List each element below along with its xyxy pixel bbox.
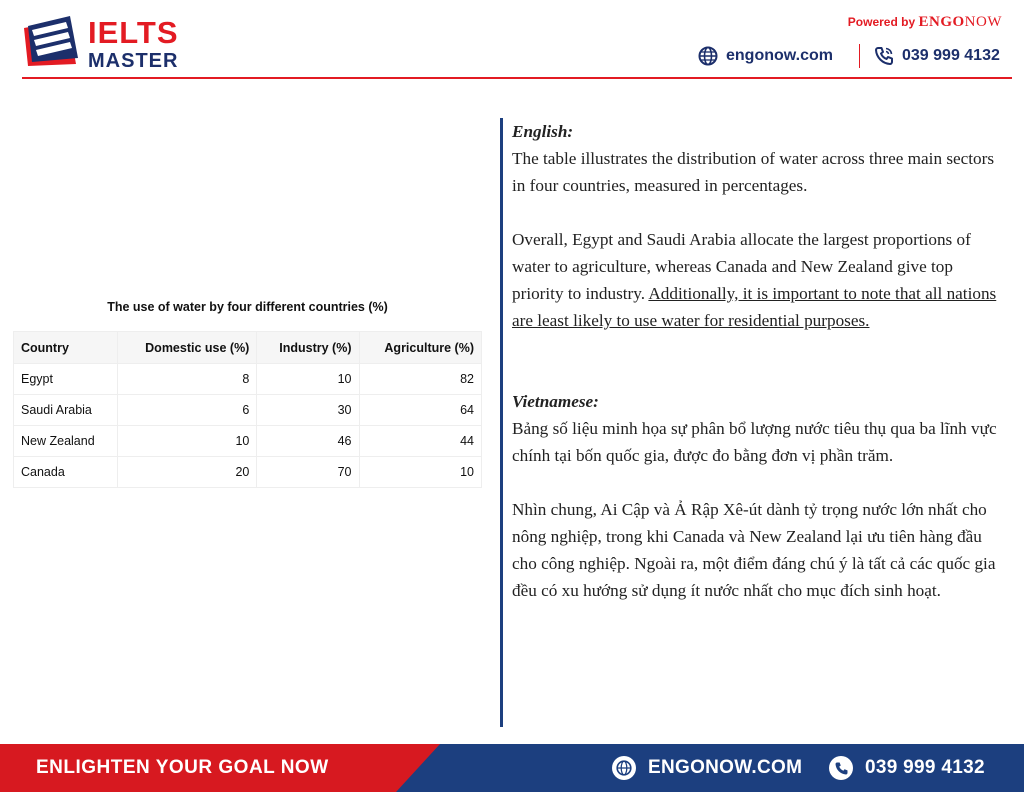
- footer-slogan: ENLIGHTEN YOUR GOAL NOW: [36, 757, 329, 778]
- table-header-row: [14, 332, 482, 364]
- cell-country: Saudi Arabia: [14, 395, 118, 426]
- cell-domestic: 10: [117, 426, 257, 457]
- cell-agriculture: 82: [359, 364, 482, 395]
- english-overview-text: Overall, Egypt and Saudi Arabia allocate the largest proportions of water to agriculture, whereas Canada and New Zealand give top priority to industry.: [512, 230, 971, 303]
- cell-domestic: 8: [117, 364, 257, 395]
- footer-phone-text: 039 999 4132: [865, 757, 985, 778]
- col-header-country: Country: [14, 332, 118, 364]
- col-header-agriculture: Agriculture (%): [359, 332, 482, 364]
- vietnamese-intro-paragraph: Bảng số liệu minh họa sự phân bổ lượng nước tiêu thụ qua ba lĩnh vực chính tại bốn quốc gia, được đo bằng đơn vị phần trăm.: [512, 419, 997, 465]
- cell-industry: 70: [257, 457, 359, 488]
- engonow-brand: [918, 14, 1002, 30]
- footer-phone[interactable]: [829, 756, 985, 780]
- brand-bold: ENGO: [918, 14, 965, 30]
- english-intro-paragraph: The table illustrates the distribution of water across three main sectors in four countries, measured in percentages.: [512, 149, 995, 195]
- footer-website-text: ENGONOW.COM: [648, 757, 803, 778]
- cell-domestic: 20: [117, 457, 257, 488]
- col-header-industry: Industry (%): [257, 332, 359, 364]
- cell-industry: 30: [257, 395, 359, 426]
- footer-website[interactable]: [612, 756, 802, 780]
- header-phone[interactable]: [874, 45, 1000, 67]
- table-title: The use of water by four different countries (%): [107, 300, 388, 314]
- header-website-text: engonow.com: [726, 47, 833, 64]
- column-divider: [500, 118, 503, 727]
- cell-country: Egypt: [14, 364, 118, 395]
- table-row: [14, 426, 482, 457]
- footer-globe-icon: [612, 756, 636, 780]
- table-row: [14, 395, 482, 426]
- powered-prefix: Powered by: [847, 15, 916, 29]
- logo-ielts-text: IELTS: [88, 15, 179, 50]
- globe-icon: [698, 46, 718, 66]
- header-phone-text: 039 999 4132: [902, 47, 1000, 64]
- water-use-table: [13, 331, 482, 488]
- brand-light: NOW: [964, 14, 1002, 30]
- table-row: [14, 457, 482, 488]
- cell-agriculture: 64: [359, 395, 482, 426]
- footer-phone-icon: [829, 756, 853, 780]
- header-contact-divider: [859, 44, 860, 68]
- english-heading: English:: [512, 122, 574, 141]
- header-divider: [22, 77, 1012, 79]
- cell-country: Canada: [14, 457, 118, 488]
- table-row: [14, 364, 482, 395]
- header-website[interactable]: [698, 45, 833, 67]
- ielts-master-logo: [22, 14, 192, 70]
- phone-icon: [874, 46, 894, 66]
- col-header-domestic: Domestic use (%): [117, 332, 257, 364]
- cell-industry: 10: [257, 364, 359, 395]
- cell-domestic: 6: [117, 395, 257, 426]
- logo-master-text: MASTER: [88, 50, 179, 72]
- cell-industry: 46: [257, 426, 359, 457]
- book-logo-icon: [22, 14, 86, 68]
- essay-text-column: [512, 118, 1002, 604]
- english-overview-underlined: Additionally, it is important to note that all nations are least likely to use water for residential purposes.: [512, 284, 997, 330]
- cell-agriculture: 44: [359, 426, 482, 457]
- cell-country: New Zealand: [14, 426, 118, 457]
- vietnamese-overview-paragraph: Nhìn chung, Ai Cập và Ả Rập Xê-út dành tỷ trọng nước lớn nhất cho nông nghiệp, trong khi Canada và New Zealand lại ưu tiên hàng đầu cho công nghiệp. Ngoài ra, một điểm đáng chú ý là tất cả các quốc gia đều có xu hướng sử dụng ít nước nhất cho mục đích sinh hoạt.: [512, 500, 996, 600]
- vietnamese-heading: Vietnamese:: [512, 392, 599, 411]
- powered-by: [848, 14, 1002, 30]
- cell-agriculture: 10: [359, 457, 482, 488]
- english-overview-paragraph: [512, 226, 1002, 334]
